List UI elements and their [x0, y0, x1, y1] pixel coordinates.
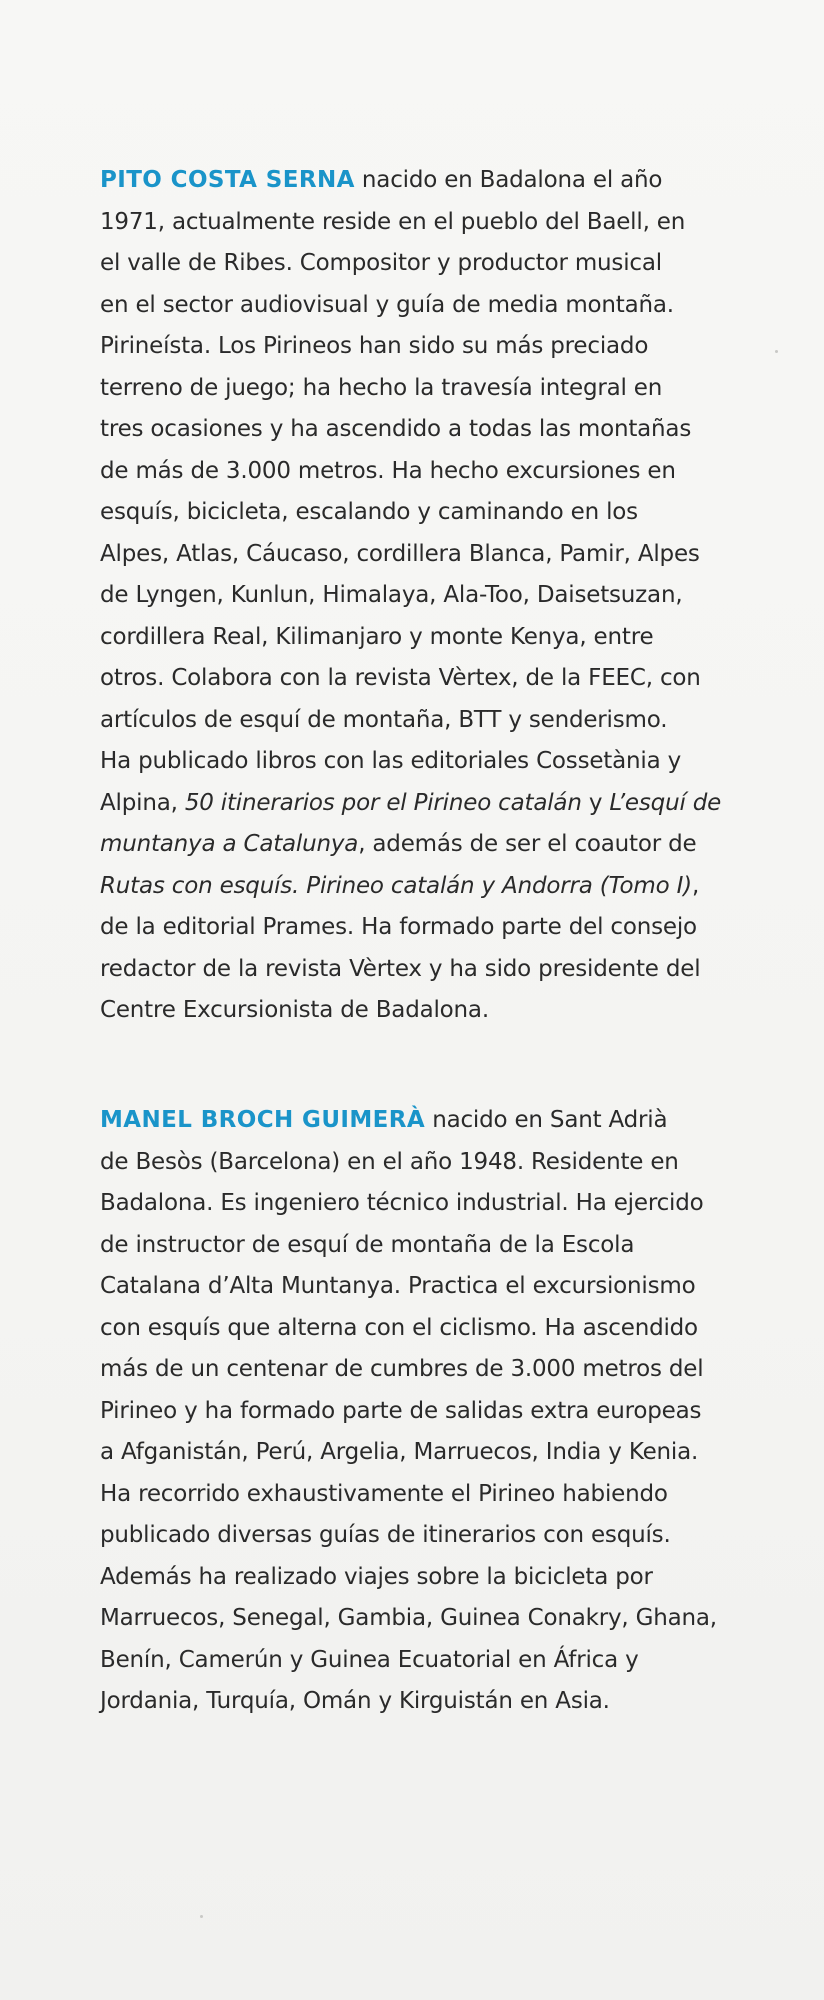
bio-line [100, 492, 730, 534]
bio-text: , [691, 872, 700, 899]
bio-text: de Lyngen, Kunlun, Himalaya, Ala-Too, Daisetsuzan, [100, 582, 683, 608]
bio-line [100, 741, 730, 783]
book-title-text: muntanya a Catalunya [100, 831, 359, 857]
paper-speck [775, 350, 778, 353]
bio-text: Ha recorrido exhaustivamente el Pirineo habiendo [100, 1480, 668, 1507]
author-name: MANEL BROCH GUIMERÀ [100, 1107, 426, 1133]
bio-text: terreno de juego; ha hecho la travesía integral en [100, 374, 663, 401]
bio-line [100, 1308, 730, 1350]
author-bio-pito-costa-serna [100, 160, 730, 1032]
bio-line [100, 1266, 730, 1308]
bio-line [100, 1100, 730, 1142]
bio-line [100, 1557, 730, 1599]
bio-text: Pirineo y ha formado parte de salidas extra europeas [100, 1397, 702, 1424]
bio-line [100, 949, 730, 991]
bio-text: Ha publicado libros con las editoriales Cossetània y [100, 748, 682, 774]
book-title-text: 50 itinerarios por el Pirineo catalán [184, 789, 582, 816]
bio-line [100, 202, 730, 244]
bio-line [100, 824, 730, 866]
bio-line [100, 866, 730, 908]
bio-line [100, 783, 730, 825]
bio-line [100, 285, 730, 327]
book-title-text: Rutas con esquís. Pirineo catalán y Andorra (Tomo I) [100, 872, 692, 899]
bio-line [100, 1432, 730, 1474]
bio-line [100, 1598, 730, 1640]
paper-speck [200, 1915, 203, 1918]
bio-text: publicado diversas guías de itinerarios con esquís. [100, 1522, 671, 1548]
bio-text: a Afganistán, Perú, Argelia, Marruecos, India y Kenia. [100, 1439, 699, 1465]
bio-line [100, 326, 730, 368]
bio-line [100, 1640, 730, 1682]
bio-text: Jordania, Turquía, Omán y Kirguistán en Asia. [100, 1688, 610, 1714]
bio-text: artículos de esquí de montaña, BTT y senderismo. [100, 706, 668, 733]
bio-text: otros. Colabora con la revista Vèrtex, de la FEEC, con [100, 665, 701, 691]
bio-line [100, 1391, 730, 1433]
bio-text: nacido en Sant Adrià [425, 1107, 668, 1133]
bio-line [100, 160, 730, 202]
bio-text: Alpina, [100, 789, 185, 816]
bio-line [100, 1681, 730, 1723]
bio-text: más de un centenar de cumbres de 3.000 metros del [100, 1356, 704, 1382]
bio-text: Badalona. Es ingeniero técnico industrial. Ha ejercido [100, 1190, 704, 1216]
author-name: PITO COSTA SERNA [100, 167, 355, 193]
bio-line [100, 1474, 730, 1516]
bio-text: y [581, 789, 610, 816]
bio-text: 1971, actualmente reside en el pueblo del Baell, en [100, 208, 686, 235]
bio-text: Marruecos, Senegal, Gambia, Guinea Conakry, Ghana, [100, 1605, 717, 1631]
bio-line [100, 409, 730, 451]
author-bio-manel-broch-guimera [100, 1100, 730, 1723]
bio-text: , además de ser el coautor de [358, 831, 697, 857]
bio-text: de la editorial Prames. Ha formado parte del consejo [100, 914, 697, 940]
bio-line [100, 1183, 730, 1225]
bio-line [100, 1225, 730, 1267]
bio-line [100, 243, 730, 285]
bio-line [100, 990, 730, 1032]
bio-text: de más de 3.000 metros. Ha hecho excursiones en [100, 457, 676, 484]
bio-line [100, 575, 730, 617]
bio-text: Catalana d’Alta Muntanya. Practica el excursionismo [100, 1273, 696, 1299]
bio-line [100, 1142, 730, 1184]
bio-text: el valle de Ribes. Compositor y productor musical [100, 250, 662, 276]
bio-line [100, 1515, 730, 1557]
bio-text: Benín, Camerún y Guinea Ecuatorial en África y [100, 1646, 639, 1673]
bio-text: tres ocasiones y ha ascendido a todas las montañas [100, 416, 692, 442]
bio-text: en el sector audiovisual y guía de media montaña. [100, 291, 674, 318]
bio-text: redactor de la revista Vèrtex y ha sido presidente del [100, 955, 701, 982]
bio-line [100, 368, 730, 410]
bio-text: Además ha realizado viajes sobre la bicicleta por [100, 1563, 653, 1590]
bio-line [100, 907, 730, 949]
book-title-text: L’esquí de [609, 789, 722, 816]
bio-text: de Besòs (Barcelona) en el año 1948. Residente en [100, 1148, 679, 1175]
bio-line [100, 1349, 730, 1391]
bio-text: Pirineísta. Los Pirineos han sido su más preciado [100, 333, 649, 359]
bio-line [100, 700, 730, 742]
bio-text: nacido en Badalona el año [354, 167, 663, 193]
bio-text: de instructor de esquí de montaña de la Escola [100, 1231, 635, 1258]
bio-text: con esquís que alterna con el ciclismo. Ha ascendido [100, 1314, 698, 1341]
bio-line [100, 534, 730, 576]
bio-text: esquís, bicicleta, escalando y caminando en los [100, 499, 638, 525]
bio-text: Centre Excursionista de Badalona. [100, 997, 489, 1023]
bio-text: Alpes, Atlas, Cáucaso, cordillera Blanca, Pamir, Alpes [100, 540, 700, 567]
bio-line [100, 658, 730, 700]
bio-line [100, 451, 730, 493]
bio-text: cordillera Real, Kilimanjaro y monte Kenya, entre [100, 623, 654, 650]
bio-line [100, 617, 730, 659]
